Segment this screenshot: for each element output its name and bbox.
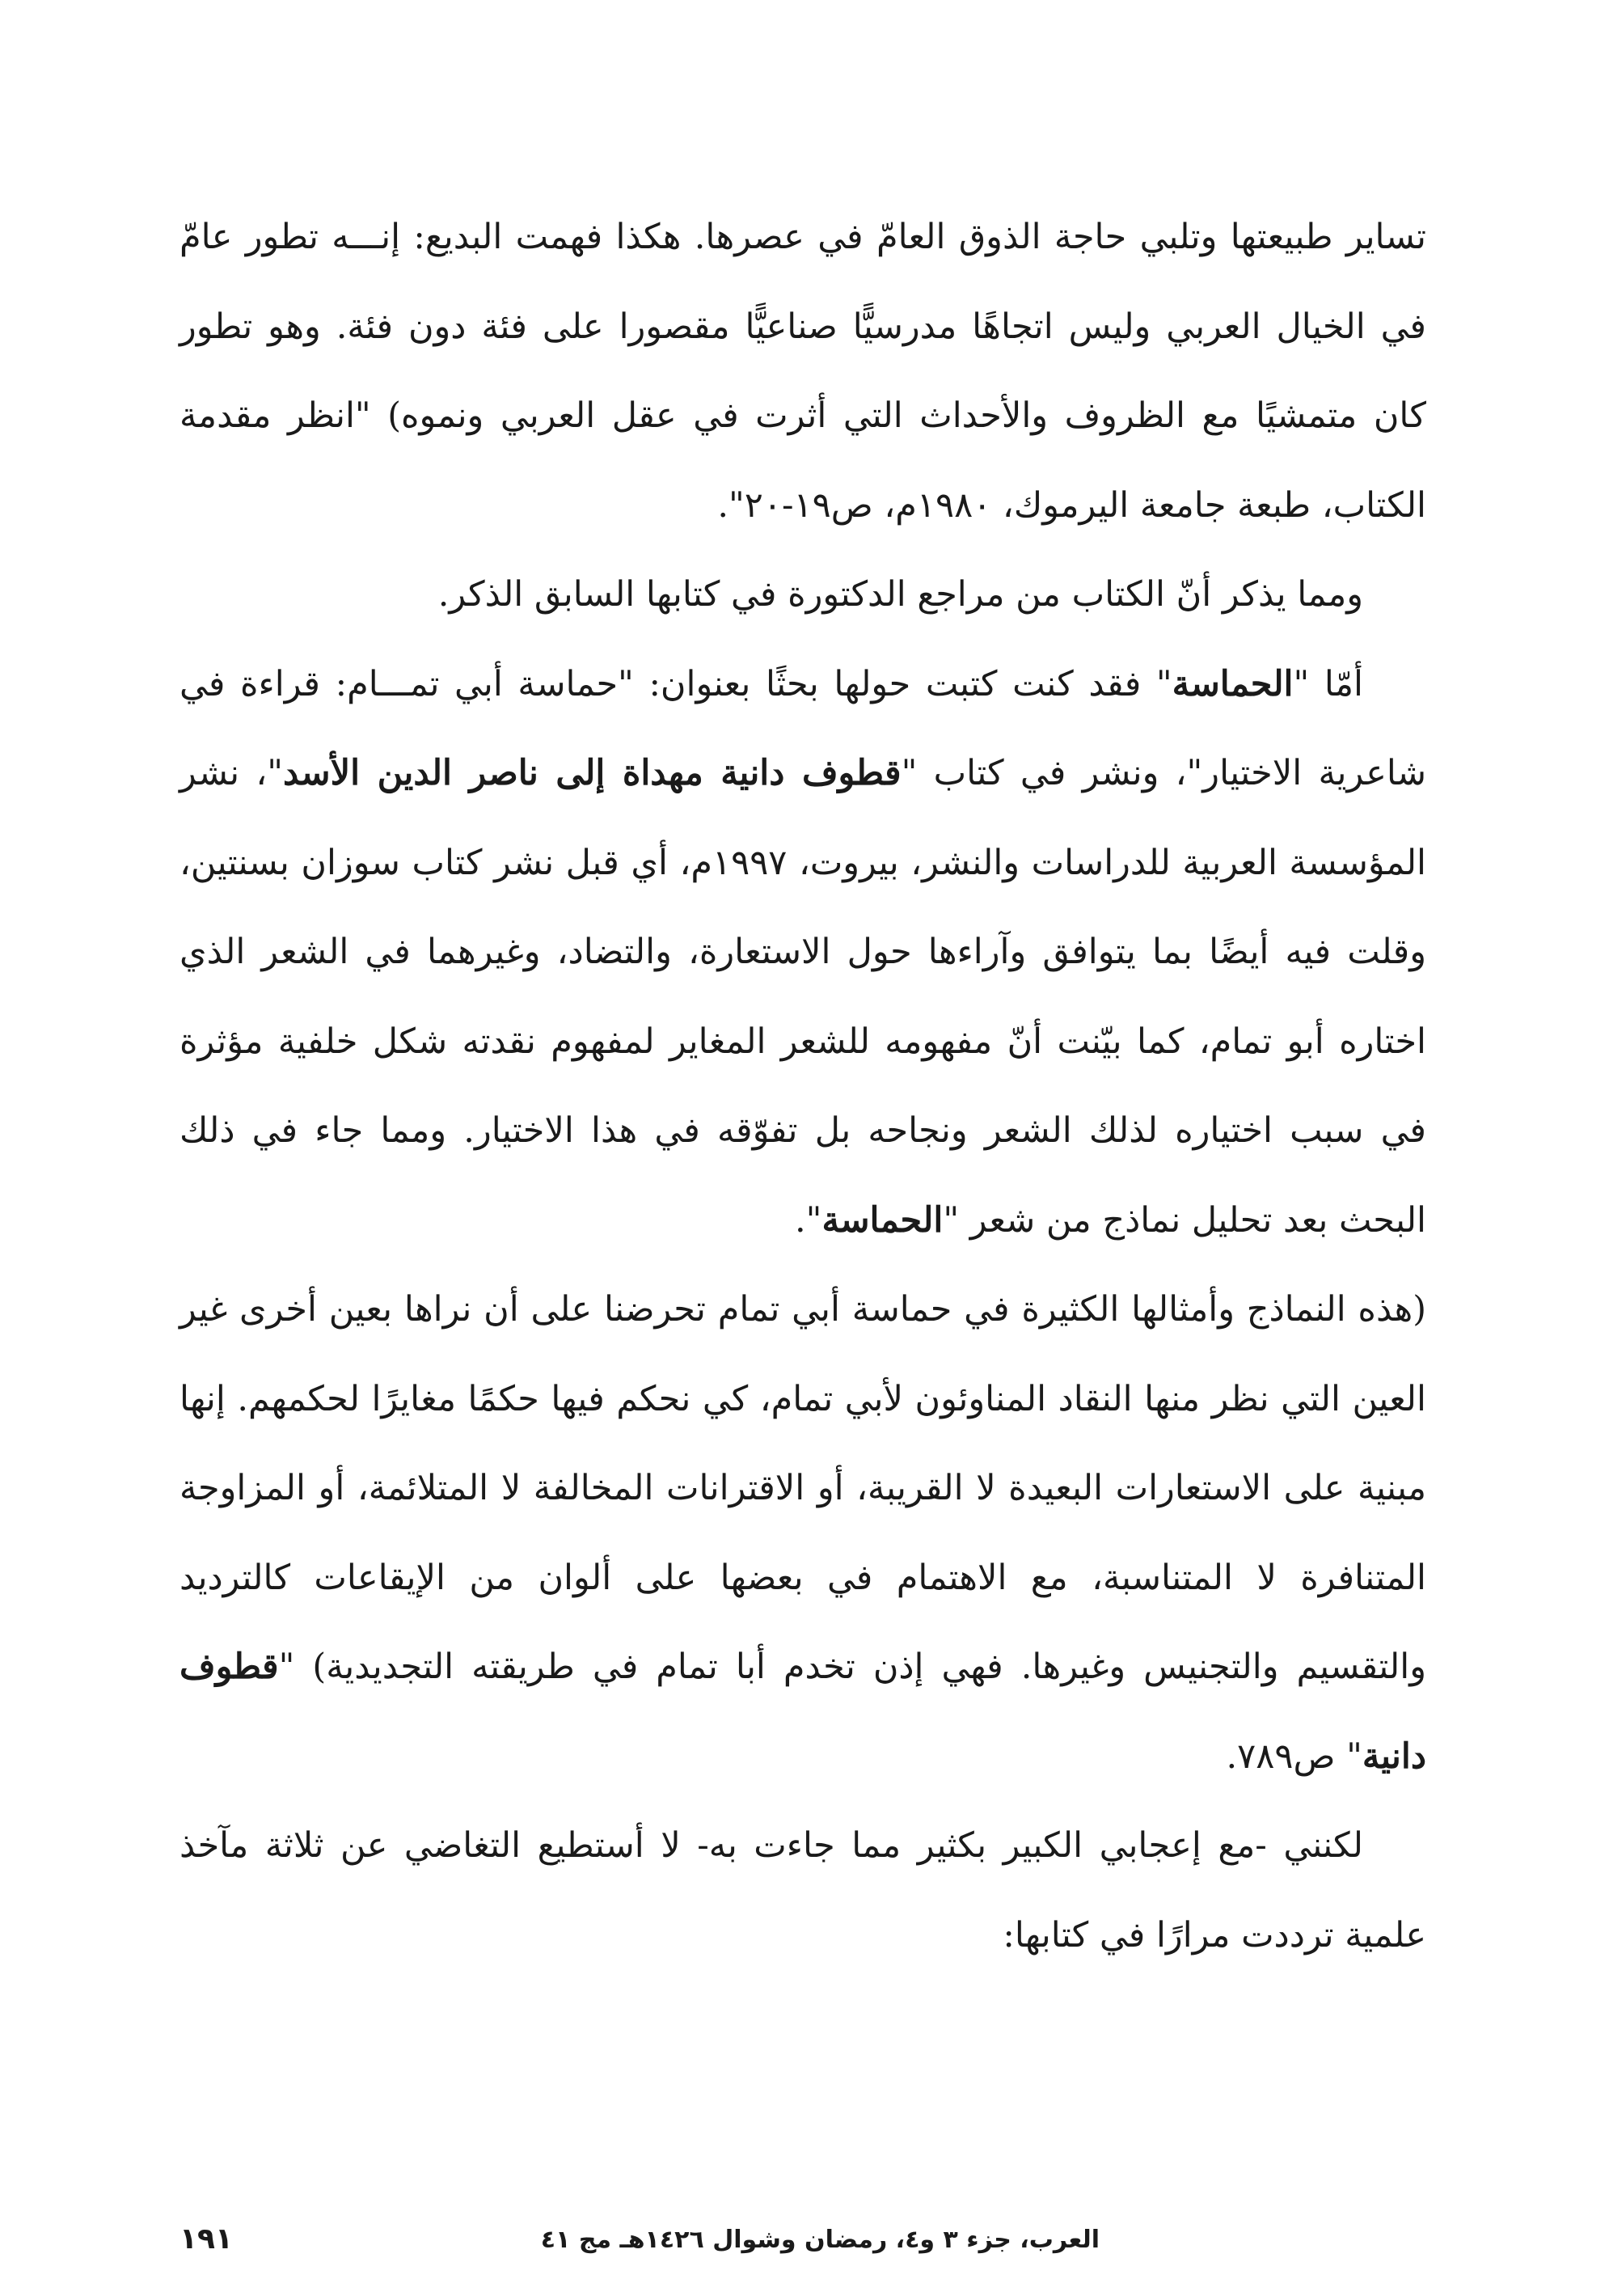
paragraph-2: ومما يذكر أنّ الكتاب من مراجع الدكتورة في كتابها السابق الذكر. [437, 574, 1363, 615]
text-span: " ص٧٨٩. [1226, 1736, 1362, 1777]
paragraph-5: لكنني -مع إعجابي الكبير بكثير مما جاءت به- لا أستطيع التغاضي عن ثلاثة مآخذ علمية ترددت مرارًا في كتابها: [179, 1825, 1426, 1956]
text-span: (هذه النماذج وأمثالها الكثيرة في حماسة أبي تمام تحرضنا على أن نراها بعين أخرى غير العين التي نظر منها النقاد المناوئون لأبي تمام، كي نحكم فيها حكمًا مغايرًا لحكمهم. إنها مبنية على الاستعارات البعيدة لا القريبة، أو الاقترانات المخالفة لا المتلائمة، أو المزاوجة المتنافرة لا المتناسبة، مع الاهتمام في بعضها على ألوان من الإيقاعات كالترديد والتقسيم والتجنيس وغيرها. فهي إذن تخدم أبا تمام في طريقته التجديدية) " [179, 1289, 1426, 1687]
paragraph-3 [179, 640, 1426, 1266]
bold-book-title: قطوف دانية [179, 1647, 1426, 1777]
article-body [179, 192, 1426, 1980]
text-span: "، نشر المؤسسة العربية للدراسات والنشر، بيروت، ١٩٩٧م، أي قبل نشر كتاب سوزان بسنتين، وقلت فيه أيضًا بما يتوافق وآراءها حول الاستعارة، والتضاد، وغيرهما في الشعر الذي اختاره أبو تمام، كما بيّنت أنّ مفهومه للشعر المغاير لمفهوم نقدته شكل خلفية مؤثرة في سبب اختياره لذلك الشعر ونجاحه بل تفوّقه في هذا الاختيار. ومما جاء في ذلك البحث بعد تحليل نماذج من شعر " [179, 753, 1426, 1241]
page-number: ١٩١ [179, 2222, 233, 2256]
text-span: ". [795, 1199, 822, 1241]
text-span: أمّا " [1293, 663, 1363, 704]
bold-title-hamasa: الحماسة [1172, 663, 1294, 704]
bold-title-hamasa: الحماسة [821, 1199, 944, 1241]
paragraph-4-quotation [179, 1265, 1426, 1801]
paragraph-1: تساير طبيعتها وتلبي حاجة الذوق العامّ في عصرها. هكذا فهمت البديع: إنـــه تطور عامّ في الخيال العربي وليس اتجاهًا مدرسيًّا صناعيًّا مقصورا على فئة دون فئة. وهو تطور كان متمشيًا مع الظروف والأحداث التي أثرت في عقل العربي ونموه) "انظر مقدمة الكتاب، طبعة جامعة اليرموك، ١٩٨٠م، ص١٩-٢٠". [179, 217, 1426, 526]
page-footer [179, 2222, 1426, 2266]
text-span: " فقد كنت كتبت حولها بحثًا بعنوان: "حماسة أبي تمـــام: قراءة في شاعرية الاختيار"، ونشر في كتاب " [179, 663, 1426, 793]
journal-citation: العرب، جزء ٣ و٤، رمضان وشوال ١٤٢٦هـ مج ٤١ [540, 2226, 1100, 2254]
bold-book-title: قطوف دانية مهداة إلى ناصر الدين الأسد [282, 753, 902, 793]
